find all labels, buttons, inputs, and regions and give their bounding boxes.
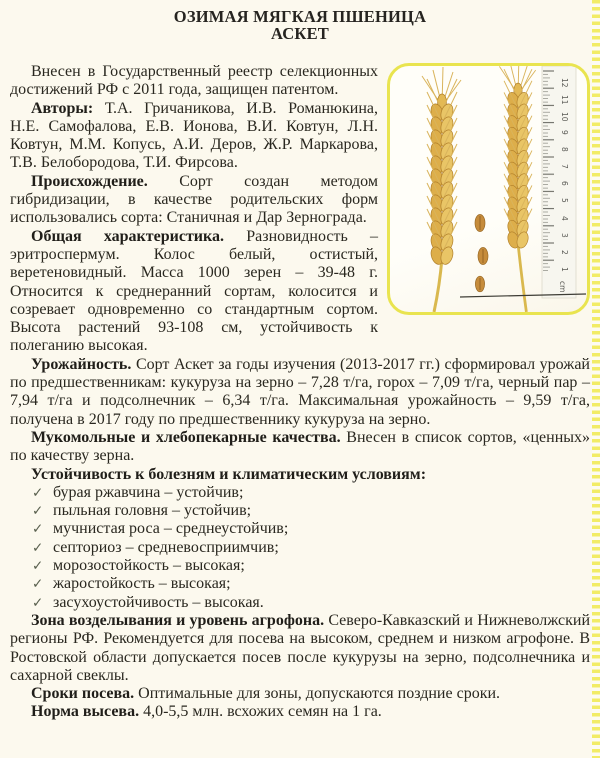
list-item-text: бурая ржавчина – устойчив; [53,483,244,501]
ruler-label: 11 [560,95,569,105]
list-item [10,484,590,502]
list-item-text: пыльная головня – устойчив; [53,502,252,520]
wheat-photo-illustration [390,66,587,312]
paragraph-sowing-time [10,685,590,703]
list-item-text: жаростойкость – высокая; [53,575,231,593]
title-line-crop: ОЗИМАЯ МЯГКАЯ ПШЕНИЦА [173,7,427,26]
ruler [542,66,576,298]
paragraph-cultivation-zone [10,612,590,685]
ruler-label: 8 [560,147,569,152]
list-item [10,539,590,557]
wheat-grains [475,215,488,292]
list-item [10,575,590,593]
paragraph-text: Северо-Кавказский и Нижневолжский регионы РФ. Рекомендуется для посева на высоком, среднем и низком агрофоне. В Ростовской области допускается посев после кукурузы на зерно, подсолнечника и сахарной свеклы. [10,611,591,684]
ruler-label: 2 [560,250,569,255]
paragraph-text: Оптимальные для зоны, допускаются поздние сроки. [138,685,501,703]
wheat-photo [387,63,590,315]
section-lead: Авторы: [31,99,94,117]
page-body [10,8,590,722]
paragraph-quality [10,429,590,466]
ruler-label: 1 [560,267,569,272]
wheat-ear-right [499,66,535,312]
paragraph-text: Внесен в список сортов, «ценных» по качеству зерна. [10,428,590,465]
section-lead: Происхождение. [31,172,148,190]
ruler-label: 4 [560,216,569,221]
list-item-text: морозостойкость – высокая; [53,557,245,575]
ruler-unit-label: cm [558,281,567,293]
ruler-label: 12 [560,78,569,88]
paragraph-seeding-rate [10,703,590,721]
checkmark-icon: ✓ [32,539,44,556]
wheat-ear-left [422,67,461,312]
section-lead: Сроки посева. [31,685,135,703]
paragraph-yield [10,356,590,429]
ruler-label: 6 [560,181,569,186]
checkmark-icon: ✓ [32,521,44,538]
page-edge-decoration [592,0,600,758]
resistance-list [10,484,590,612]
list-item [10,502,590,520]
checkmark-icon: ✓ [32,576,44,593]
ruler-label: 7 [560,164,569,169]
section-lead: Норма высева. [31,703,140,721]
ruler-label: 10 [560,112,569,122]
section-lead: Общая характеристика. [31,227,224,245]
list-item-text: засухоустойчивость – высокая. [53,593,264,611]
paragraph-text: Сорт Аскет за годы изучения (2013-2017 гг.) сформировал урожай по предшественникам: кукуруза на зерно – 7,28 т/га, горох – 7,09 т/га, черный пар – 7,94 т/га и подсолнечник – 6,34 т/га. Максимальная урожайность – 9,59 т/га, получена в 2017 году по предшественнику кукуруза на зерно. [10,355,590,428]
paragraph-text: Внесен в Государственный реестр селекционных достижений РФ с 2011 года, защищен патентом. [10,63,378,99]
ruler-label: 5 [560,198,569,203]
checkmark-icon: ✓ [32,484,44,501]
document-content [10,63,590,722]
title-line-variety: АСКЕТ [271,24,329,43]
paragraph-text: Т.А. Гричаникова, И.В. Романюкина, Н.Е. Самофалова, Е.В. Ионова, В.И. Ковтун, Л.Н. Ковтун, М.М. Копусь, А.И. Деров, Ж.Р. Маркарова, Т.В. Белобородова, Т.И. Фирсова. [10,99,378,172]
list-item [10,520,590,538]
checkmark-icon: ✓ [32,558,44,575]
section-lead: Зона возделывания и уровень агрофона. [31,611,325,629]
checkmark-icon: ✓ [32,594,44,611]
section-lead: Мукомольные и хлебопекарные качества. [31,428,341,446]
list-item [10,557,590,575]
checkmark-icon: ✓ [32,503,44,520]
page-title [10,8,590,42]
paragraph-text: Сорт создан методом гибридизации, в качестве родительских форм использовались сорта: Станичная и Дар Зернограда. [10,172,378,227]
list-item [10,594,590,612]
list-item-text: септориоз – средневосприимчив; [53,538,279,556]
ruler-label: 3 [560,233,569,238]
ruler-label: 9 [560,130,569,135]
paragraph-text: Разновидность – эритроспермум. Колос белый, остистый, веретеновидный. Масса 1000 зерен – 39-48 г. Относится к среднеранний сортам, колосится и созревает одновременно со стандартным сортом. Высота растений 93-108 см, устойчивость к полеганию высокая. [10,227,378,355]
list-item-text: мучнистая роса – среднеустойчив; [53,520,289,538]
section-lead: Урожайность. [31,355,132,373]
paragraph-text: 4,0-5,5 млн. всхожих семян на 1 га. [143,703,382,721]
resistance-heading: Устойчивость к болезням и климатическим условиям: [31,465,427,483]
